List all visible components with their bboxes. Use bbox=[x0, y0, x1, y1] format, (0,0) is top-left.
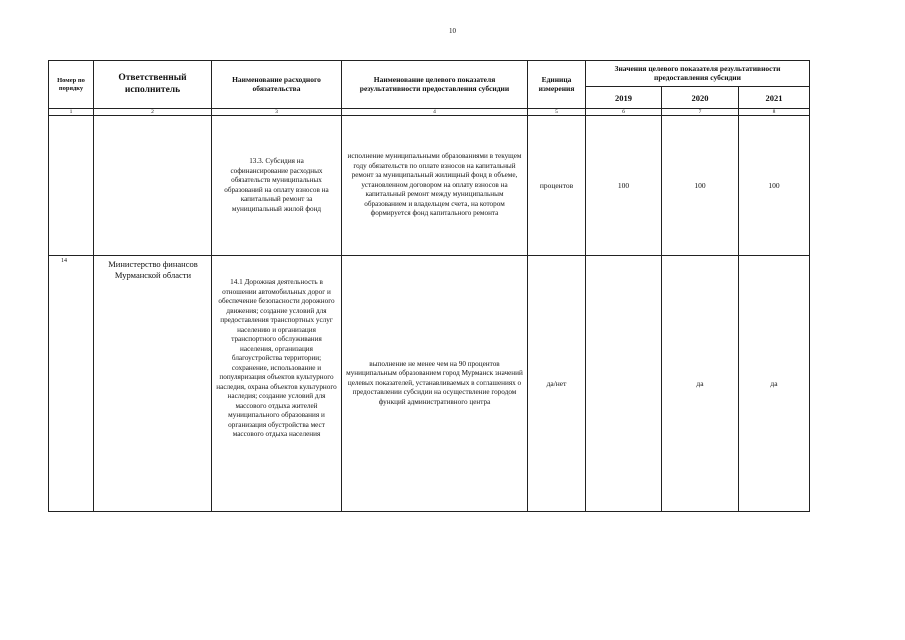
row-expense: 13.3. Субсидия на софинансирование расходных обязательств муниципальных образований на оплату взносов на капитальный ремонт за муниципальный жилой фонд bbox=[212, 116, 342, 256]
row-value-2019: 100 bbox=[586, 116, 662, 256]
row-unit: да/нет bbox=[528, 256, 586, 512]
header-executor: Ответственный исполнитель bbox=[94, 61, 212, 109]
row-number: 14 bbox=[49, 256, 94, 512]
row-value-2019 bbox=[586, 256, 662, 512]
header-year-2020: 2020 bbox=[662, 87, 739, 109]
table-row bbox=[49, 116, 810, 256]
page-number: 10 bbox=[449, 27, 456, 35]
header-indicator: Наименование целевого показателя результативности предоставления субсидии bbox=[342, 61, 528, 109]
index-cell: 4 bbox=[342, 109, 528, 116]
row-number bbox=[49, 116, 94, 256]
header-expense: Наименование расходного обязательства bbox=[212, 61, 342, 109]
index-cell: 1 bbox=[49, 109, 94, 116]
subsidy-indicators-table bbox=[48, 60, 810, 512]
row-executor: Министерство финансов Мурманской области bbox=[94, 256, 212, 512]
index-cell: 2 bbox=[94, 109, 212, 116]
header-year-2019: 2019 bbox=[586, 87, 662, 109]
index-cell: 7 bbox=[662, 109, 739, 116]
header-row-top bbox=[49, 61, 810, 87]
header-unit: Единица измерения bbox=[528, 61, 586, 109]
index-cell: 6 bbox=[586, 109, 662, 116]
header-values: Значения целевого показателя результативности предоставления субсидии bbox=[586, 61, 810, 87]
row-executor bbox=[94, 116, 212, 256]
row-indicator: исполнение муниципальными образованиями в текущем году обязательств по оплате взносов на капитальный ремонт за муниципальный жилищный фонд в объеме, установленном договором на оплату взносов на капитальный ремонт между муниципальным образованием и владельцем счета, на котором формируется фонд капитального ремонта bbox=[342, 116, 528, 256]
row-unit: процентов bbox=[528, 116, 586, 256]
row-indicator: выполнение не менее чем на 90 процентов муниципальным образованием город Мурманск значений целевых показателей, устанавливаемых в соглашениях о предоставлении субсидии на осуществление городом функций административного центра bbox=[342, 256, 528, 512]
row-value-2020: 100 bbox=[662, 116, 739, 256]
table-row bbox=[49, 256, 810, 512]
row-value-2021: 100 bbox=[739, 116, 810, 256]
header-number: Номер по порядку bbox=[49, 61, 94, 109]
index-cell: 8 bbox=[739, 109, 810, 116]
header-year-2021: 2021 bbox=[739, 87, 810, 109]
index-cell: 5 bbox=[528, 109, 586, 116]
index-cell: 3 bbox=[212, 109, 342, 116]
column-index-row bbox=[49, 109, 810, 116]
row-expense: 14.1 Дорожная деятельность в отношении автомобильных дорог и обеспечение безопасности дорожного движения; создание условий для предоставления транспортных услуг населению и организация транспортного обслуживания населения, организация благоустройства территории; сохранение, использование и популяризация объектов культурного наследия, охрана объектов культурного наследия; создание условий для массового отдыха жителей муниципального образования и организация обустройства мест массового отдыха населения bbox=[212, 256, 342, 512]
row-value-2021: да bbox=[739, 256, 810, 512]
row-value-2020: да bbox=[662, 256, 739, 512]
